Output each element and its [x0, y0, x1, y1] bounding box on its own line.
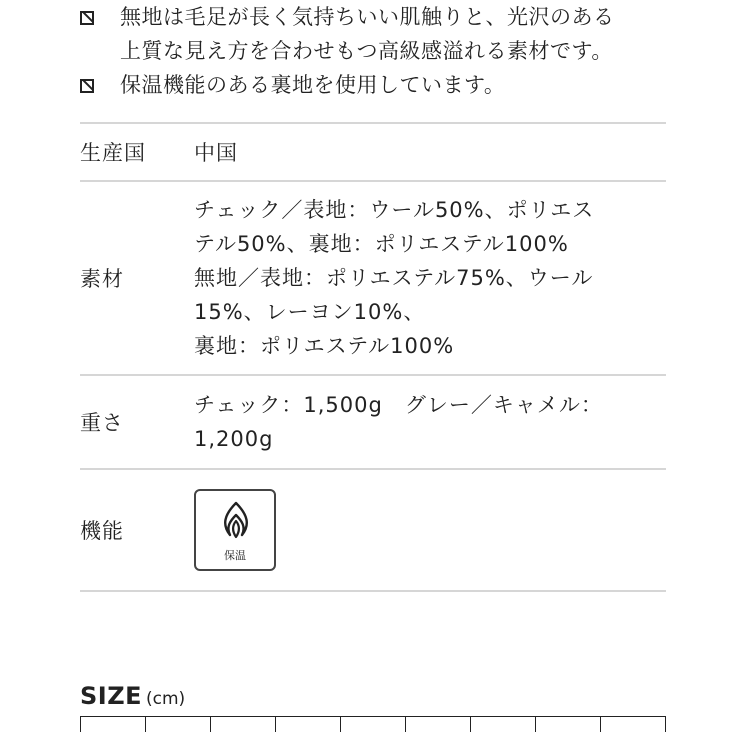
bullet-text: 無地は毛足が長く気持ちいい肌触りと、光沢のある	[120, 5, 615, 29]
size-heading	[80, 682, 185, 710]
weight-line: チェック：1,500g グレー／キャメル：	[194, 393, 603, 417]
spec-label-country: 生産国	[80, 123, 194, 181]
spec-row-material	[80, 181, 666, 375]
warmth-badge-label: 保温	[224, 549, 246, 562]
size-table-header-cell	[470, 716, 535, 732]
spec-value-material	[194, 181, 666, 375]
spec-value-country: 中国	[194, 123, 666, 181]
size-table-header-cell	[405, 716, 470, 732]
material-line: 無地／表地：ポリエステル75%、ウール	[194, 266, 594, 290]
size-table-header-cell	[210, 716, 275, 732]
spec-label-function: 機能	[80, 469, 194, 591]
spec-row-function	[80, 469, 666, 591]
spec-table	[80, 122, 666, 592]
bullet-text-continued: 上質な見え方を合わせもつ高級感溢れる素材です。	[120, 39, 613, 63]
spec-row-weight	[80, 375, 666, 469]
size-table-header-cell	[340, 716, 405, 732]
feature-bullet-list	[80, 0, 680, 102]
size-table-header-cell	[535, 716, 600, 732]
material-line: 裏地：ポリエステル100%	[194, 334, 455, 358]
bullet-text: 保温機能のある裏地を使用しています。	[120, 73, 506, 97]
spec-value-weight	[194, 375, 666, 469]
spec-label-material: 素材	[80, 181, 194, 375]
size-table-header-cell	[275, 716, 340, 732]
feature-bullet	[80, 0, 680, 68]
size-table-header-cell	[145, 716, 210, 732]
size-unit: (cm)	[146, 689, 186, 709]
spec-value-function	[194, 469, 666, 591]
crossed-box-icon	[80, 79, 94, 93]
crossed-box-icon	[80, 11, 94, 25]
size-table	[80, 716, 666, 732]
warmth-function-badge	[194, 489, 276, 571]
size-title: SIZE	[80, 682, 143, 710]
spec-row-country	[80, 123, 666, 181]
flame-warmth-icon	[216, 499, 256, 543]
weight-line: 1,200g	[194, 427, 274, 451]
size-table-header-cell	[80, 716, 145, 732]
material-line: チェック／表地：ウール50%、ポリエス	[194, 198, 595, 222]
size-table-header-cell	[600, 716, 666, 732]
feature-bullet	[80, 68, 680, 102]
spec-label-weight: 重さ	[80, 375, 194, 469]
material-line: テル50%、裏地：ポリエステル100%	[194, 232, 569, 256]
material-line: 15%、レーヨン10%、	[194, 300, 426, 324]
